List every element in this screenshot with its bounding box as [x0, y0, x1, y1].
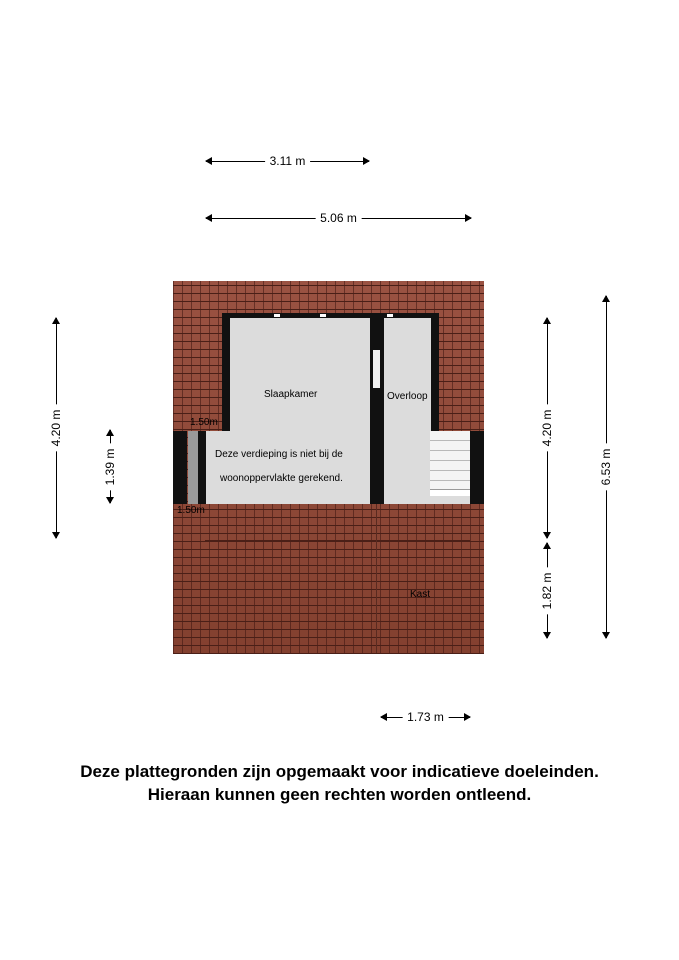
dimension-label: 1.82 m — [540, 567, 554, 614]
area-note-line1: Deze verdieping is niet bij de — [215, 449, 343, 460]
height-line-label-bottom: 1.50m — [177, 505, 205, 516]
disclaimer-line1: Deze plattegronden zijn opgemaakt voor indicatieve doeleinden. — [80, 762, 599, 781]
window-marker — [274, 314, 280, 317]
dimension-bottom — [381, 711, 470, 723]
room-bedroom-knee — [206, 431, 370, 504]
wall-left-upper — [222, 313, 230, 431]
dimension-label: 1.39 m — [103, 443, 117, 490]
window-marker — [320, 314, 326, 317]
stairs-landing — [430, 489, 470, 496]
dimension-label: 6.53 m — [599, 444, 613, 491]
wall-right — [431, 313, 439, 431]
height-line-label-top: 1.50m — [190, 417, 218, 428]
window-marker — [387, 314, 393, 317]
dimension-label: 4.20 m — [49, 405, 63, 452]
door-opening — [373, 350, 380, 388]
knee-wall-strip — [188, 431, 198, 504]
wall-right-knee — [470, 431, 484, 504]
wall-left-knee-inner — [198, 431, 206, 504]
disclaimer — [0, 760, 679, 806]
wall-divider — [370, 313, 384, 504]
area-note-line2: woonoppervlakte gerekend. — [220, 473, 343, 484]
dimension-label: 1.73 m — [402, 710, 449, 724]
stairs — [430, 431, 470, 491]
roof-divider-line — [376, 503, 377, 653]
disclaimer-line2: Hieraan kunnen geen rechten worden ontleend. — [147, 785, 532, 804]
room-label-landing: Overloop — [387, 391, 428, 402]
roof-ridge-line — [205, 503, 470, 541]
dimension-label: 4.20 m — [540, 405, 554, 452]
dimension-label: 3.11 m — [265, 154, 311, 168]
wall-left-knee — [173, 431, 187, 504]
room-label-bedroom: Slaapkamer — [264, 389, 318, 400]
dimension-label: 5.06 m — [315, 211, 362, 225]
room-label-closet: Kast — [410, 589, 431, 600]
